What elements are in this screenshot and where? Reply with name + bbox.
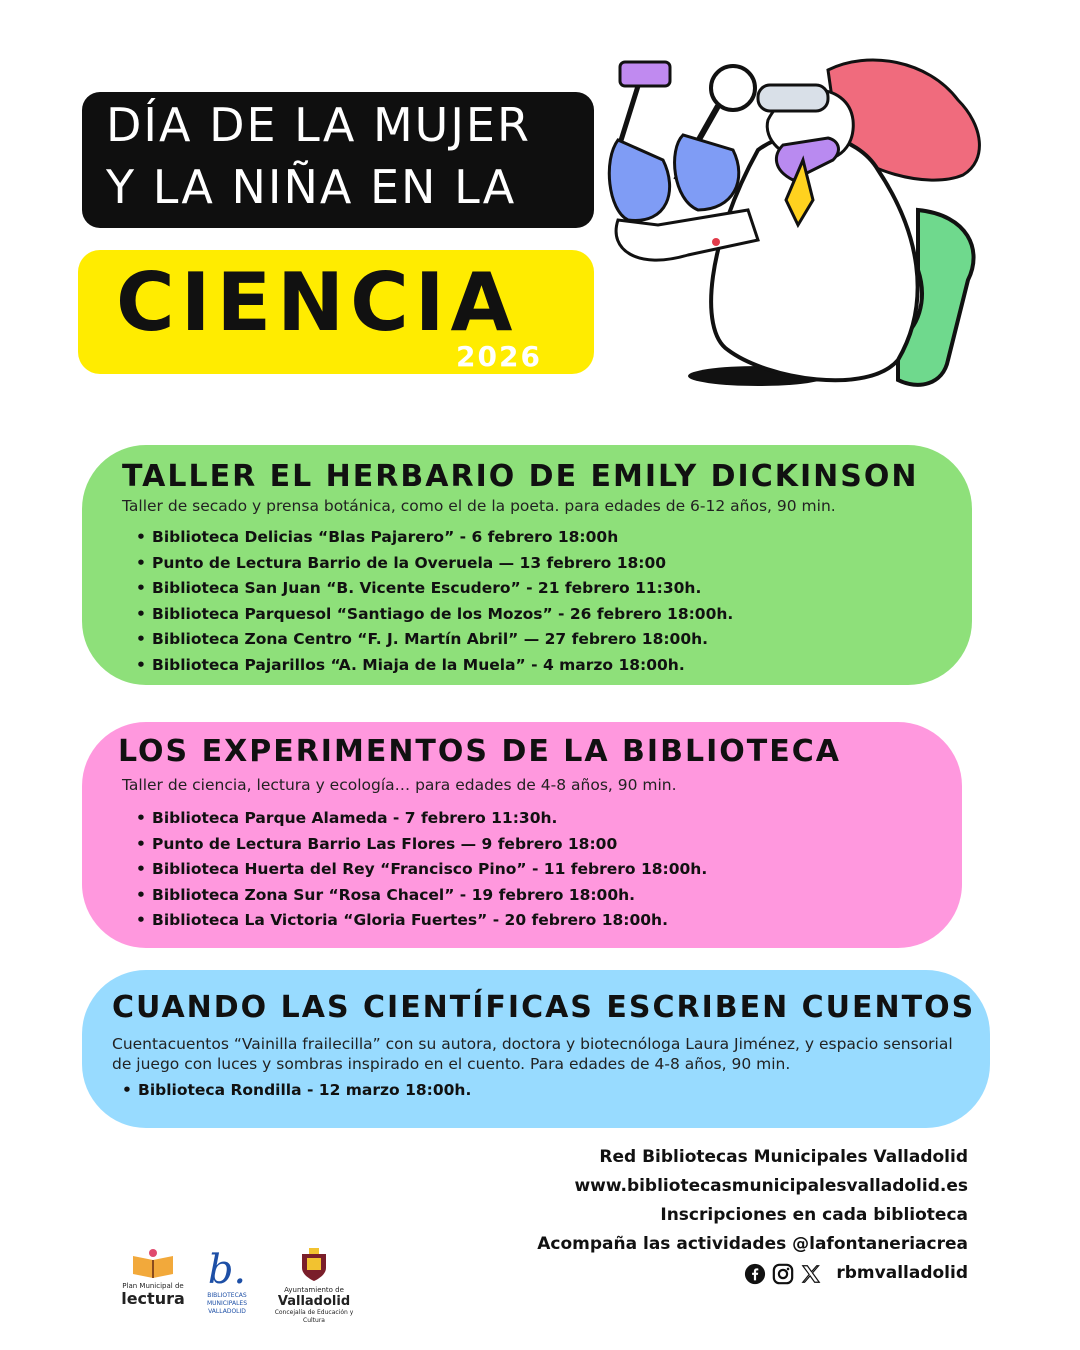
network-name: Red Bibliotecas Municipales Valladolid [599,1147,968,1167]
list-item: • Biblioteca Pajarillos “A. Miaja de la Muela” - 4 marzo 18:00h. [134,653,733,679]
x-icon[interactable] [800,1263,822,1285]
event-list [134,806,707,934]
registration-note: Inscripciones en cada biblioteca [660,1205,968,1225]
section-cuentos [82,970,990,1128]
bib-text: BIBLIOTECAS MUNICIPALES VALLADOLID [206,1292,248,1315]
ayto-big-text: Valladolid [277,1294,351,1309]
plan-lectura-logo [118,1248,188,1308]
list-item: • Punto de Lectura Barrio Las Flores — 9 febrero 18:00 [134,832,707,858]
list-item: • Biblioteca Delicias “Blas Pajarero” - 6 febrero 18:00h [134,525,733,551]
lectura-small-text: Plan Municipal de [122,1282,184,1290]
sponsor-logos [118,1248,378,1348]
title-line-2: Y LA NIÑA EN LA [106,160,517,214]
title-banner [82,92,594,228]
ciencia-banner [78,250,594,374]
lectura-big-text: lectura [121,1289,185,1308]
section-herbario [82,445,972,685]
social-row [537,1259,968,1288]
section-description: Taller de secado y prensa botánica, como el de la poeta. para edades de 6-12 años, 90 min. [122,497,836,515]
facebook-icon[interactable] [744,1263,766,1285]
section-title: CUANDO LAS CIENTÍFICAS ESCRIBEN CUENTOS [112,990,976,1025]
list-item: • Biblioteca La Victoria “Gloria Fuertes” - 20 febrero 18:00h. [134,908,707,934]
scientist-illustration [598,40,998,400]
accompany-note: Acompaña las actividades @lafontaneriacrea [537,1234,968,1254]
list-item: • Biblioteca Zona Sur “Rosa Chacel” - 19 febrero 18:00h. [134,883,707,909]
instagram-icon[interactable] [772,1263,794,1285]
ayto-small-text: Ayuntamiento de [284,1286,344,1294]
title-line-1: DÍA DE LA MUJER [106,98,531,152]
bib-letter: b. [207,1247,247,1293]
list-item: • Biblioteca Zona Centro “F. J. Martín Abril” — 27 febrero 18:00h. [134,627,733,653]
section-title: TALLER EL HERBARIO DE EMILY DICKINSON [122,459,919,494]
bibliotecas-logo [204,1248,250,1316]
section-experimentos [82,722,962,948]
footer-info [537,1143,968,1288]
title-year: 2026 [456,340,542,373]
section-description: Taller de ciencia, lectura y ecología… para edades de 4-8 años, 90 min. [122,776,677,794]
event-list [134,525,733,679]
ayuntamiento-logo [264,1248,364,1325]
list-item: • Biblioteca Rondilla - 12 marzo 18:00h. [120,1078,471,1104]
list-item: • Punto de Lectura Barrio de la Overuela — 13 febrero 18:00 [134,551,733,577]
section-title: LOS EXPERIMENTOS DE LA BIBLIOTECA [118,734,841,769]
book-icon [128,1248,178,1278]
coat-of-arms-icon [299,1248,329,1282]
list-item: • Biblioteca Parquesol “Santiago de los Mozos” - 26 febrero 18:00h. [134,602,733,628]
section-description: Cuentacuentos “Vainilla frailecilla” con su autora, doctora y biotecnóloga Laura Jiménez, y espacio sensorial de juego con luces y sombras inspirado en el cuento. Para edades de 4-8 años, 90 min. [112,1035,953,1073]
ayto-sub-text: Concejalía de Educación y Cultura [274,1309,354,1324]
social-handle[interactable]: rbmvalladolid [836,1263,968,1283]
title-ciencia: CIENCIA [116,256,519,349]
event-list [120,1078,471,1104]
list-item: • Biblioteca Parque Alameda - 7 febrero 11:30h. [134,806,707,832]
list-item: • Biblioteca San Juan “B. Vicente Escudero” - 21 febrero 11:30h. [134,576,733,602]
website-link[interactable]: www.bibliotecasmunicipalesvalladolid.es [574,1176,968,1196]
list-item: • Biblioteca Huerta del Rey “Francisco Pino” - 11 febrero 18:00h. [134,857,707,883]
